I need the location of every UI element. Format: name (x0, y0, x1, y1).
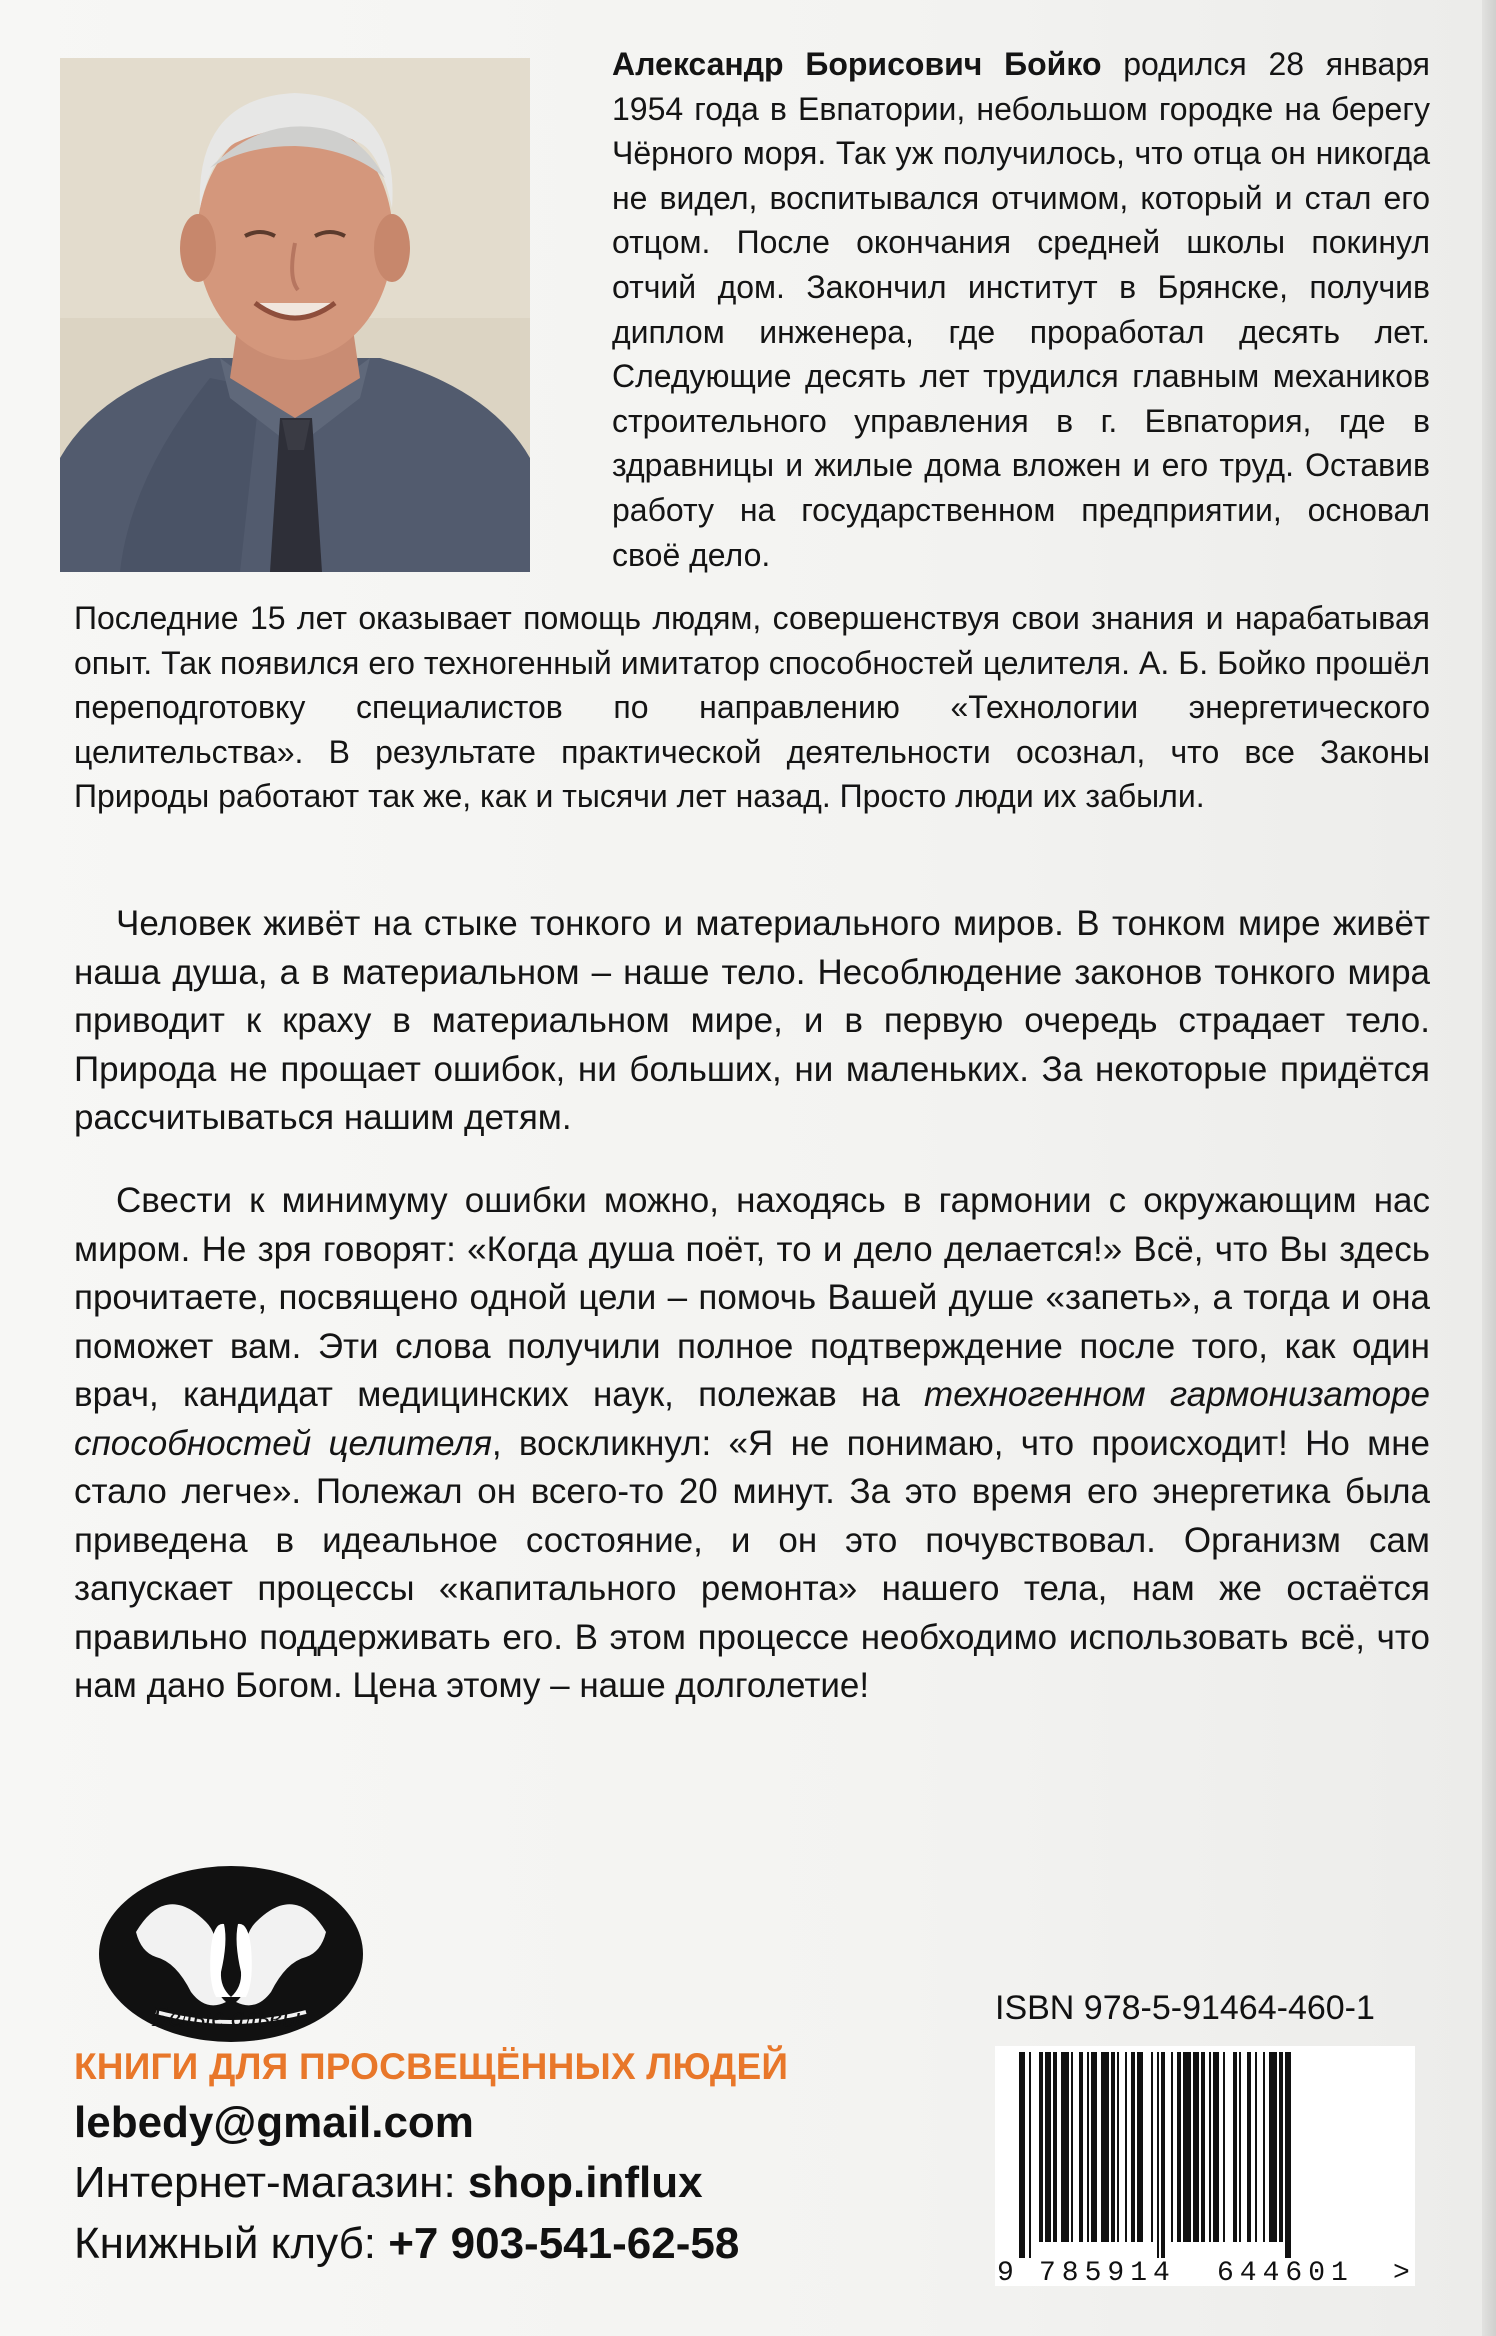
barcode-bar (1279, 2052, 1283, 2242)
book-club-phone: +7 903-541-62-58 (388, 2219, 740, 2268)
publisher-logo-caption: Белые альвы (152, 2002, 301, 2033)
barcode-bar (1151, 2052, 1153, 2242)
barcode-bar (1111, 2052, 1115, 2242)
barcode-bar (1193, 2052, 1199, 2242)
barcode-bar (1183, 2052, 1191, 2242)
online-shop-value: shop.influx (467, 2158, 703, 2207)
barcode-digits-right: 644601 (1217, 2258, 1354, 2286)
barcode-arrow: > (1393, 2258, 1410, 2286)
author-name: Александр Борисович Бойко (612, 46, 1102, 82)
author-bio-top (612, 42, 1430, 577)
barcode-bar (1161, 2052, 1165, 2258)
barcode-bar (1201, 2052, 1205, 2242)
paragraph-2-italic: техногенном гармонизаторе способностей целителя (74, 1375, 1431, 1463)
isbn-barcode (995, 2046, 1415, 2286)
barcode-bar (1019, 2052, 1025, 2258)
barcode-bar (1131, 2052, 1135, 2242)
barcode-bar (1171, 2052, 1173, 2242)
paragraph-2-part-2: , воскликнул: «Я не понимаю, что происходит! Но мне стало легче». Полежал он всего-то 20 минут. За это время его энергетика была приведена в идеальное состояние, и он это почувствовал. Организм сам запускает процессы «капитального ремонта» нашего тела, нам же остаётся правильно поддерживать его. В этом процессе необходимо использовать всё, что нам дано Богом. Цена этому – наше долголетие! (74, 1423, 1430, 1705)
barcode-bar (1255, 2052, 1257, 2242)
barcode-digit-first: 9 (997, 2258, 1014, 2286)
barcode-bar (1209, 2052, 1211, 2242)
author-bio-bottom: Последние 15 лет оказывает помощь людям, совершенствуя свои знания и нарабатывая опыт. Так появился его техногенный имитатор способностей целителя. А. Б. Бойко прошёл переподготовку специалистов по направлению «Технологии энергетического целительства». В результате практической деятельности осознал, что все Законы Природы работают так же, как и тысячи лет назад. Просто люди их забыли. (74, 600, 1430, 815)
barcode-bar (1117, 2052, 1119, 2242)
description-paragraph-1: Человек живёт на стыке тонкого и материального миров. В тонком мире живёт наша душа, а в материальном – наше тело. Несоблюдение законов тонкого мира приводит к краху в материальном мире, и в первую очередь страдает тело. Природа не прощает ошибок, ни больших, ни маленьких. За некоторые придётся рассчитываться нашим детям. (74, 904, 1430, 1137)
barcode-bar (1157, 2052, 1159, 2258)
barcode-bar (1213, 2052, 1219, 2242)
barcode-bar (1137, 2052, 1143, 2242)
book-club-label: Книжный клуб: (74, 2219, 389, 2268)
isbn-label: ISBN 978-5-91464-460-1 (995, 1989, 1375, 2027)
barcode-bar (1269, 2052, 1277, 2242)
barcode-bar (1177, 2052, 1181, 2242)
barcode-bar (1039, 2052, 1043, 2242)
barcode-bar (1029, 2052, 1031, 2258)
book-club-line (74, 2219, 739, 2269)
barcode-bar (1045, 2052, 1051, 2242)
cover-edge (1482, 0, 1496, 2336)
barcode-bar (1247, 2052, 1251, 2242)
author-photo (60, 58, 530, 572)
description-paragraph-2 (74, 1177, 1430, 1711)
paragraph-2-part-1: Свести к минимуму ошибки можно, находясь в гармонии с окружающим нас миром. Не зря говорят: «Когда душа поёт, то и дело делается!» Всё, что Вы здесь прочитаете, посвящено одной цели – помочь Вашей душе «запеть», а тогда и она поможет вам. Эти слова получили полное подтверждение после того, как один врач, кандидат медицинских наук, полежав на (74, 1181, 1430, 1414)
barcode-bar (1101, 2052, 1109, 2242)
barcode-bar (1125, 2052, 1127, 2242)
barcode-bar (1091, 2052, 1097, 2242)
barcode-bar (1087, 2052, 1089, 2242)
barcode-bar (1223, 2052, 1225, 2242)
publisher-tagline: КНИГИ ДЛЯ ПРОСВЕЩЁННЫХ ЛЮДЕЙ (74, 2046, 789, 2087)
barcode-bar (1061, 2052, 1069, 2242)
barcode-bar (1285, 2052, 1291, 2258)
publisher-email: lebedy@gmail.com (74, 2098, 474, 2147)
online-shop-label: Интернет-магазин: (74, 2158, 468, 2207)
barcode-digits-left: 785914 (1039, 2258, 1176, 2286)
barcode-bar (1239, 2052, 1241, 2242)
barcode-bar (1263, 2052, 1265, 2242)
barcode-bar (1071, 2052, 1073, 2242)
online-shop-line (74, 2158, 703, 2208)
barcode-bar (1079, 2052, 1083, 2242)
barcode-bar (1053, 2052, 1057, 2242)
author-bio-top-text: родился 28 января 1954 года в Евпатории, небольшом городке на берегу Чёрного моря. Так уж получилось, что отца он никогда не видел, воспитывался отчимом, который и стал его отцом. После окончания средней школы покинул отчий дом. Закончил институт в Брянске, получив диплом инженера, где проработал десять лет. Следующие десять лет трудился главным механиков строительного управления в г. Евпатория, где в здравницы и жилые дома вложен и его труд. Оставив работу на государственном предприятии, основал своё дело. (612, 46, 1431, 573)
barcode-bar (1233, 2052, 1237, 2242)
